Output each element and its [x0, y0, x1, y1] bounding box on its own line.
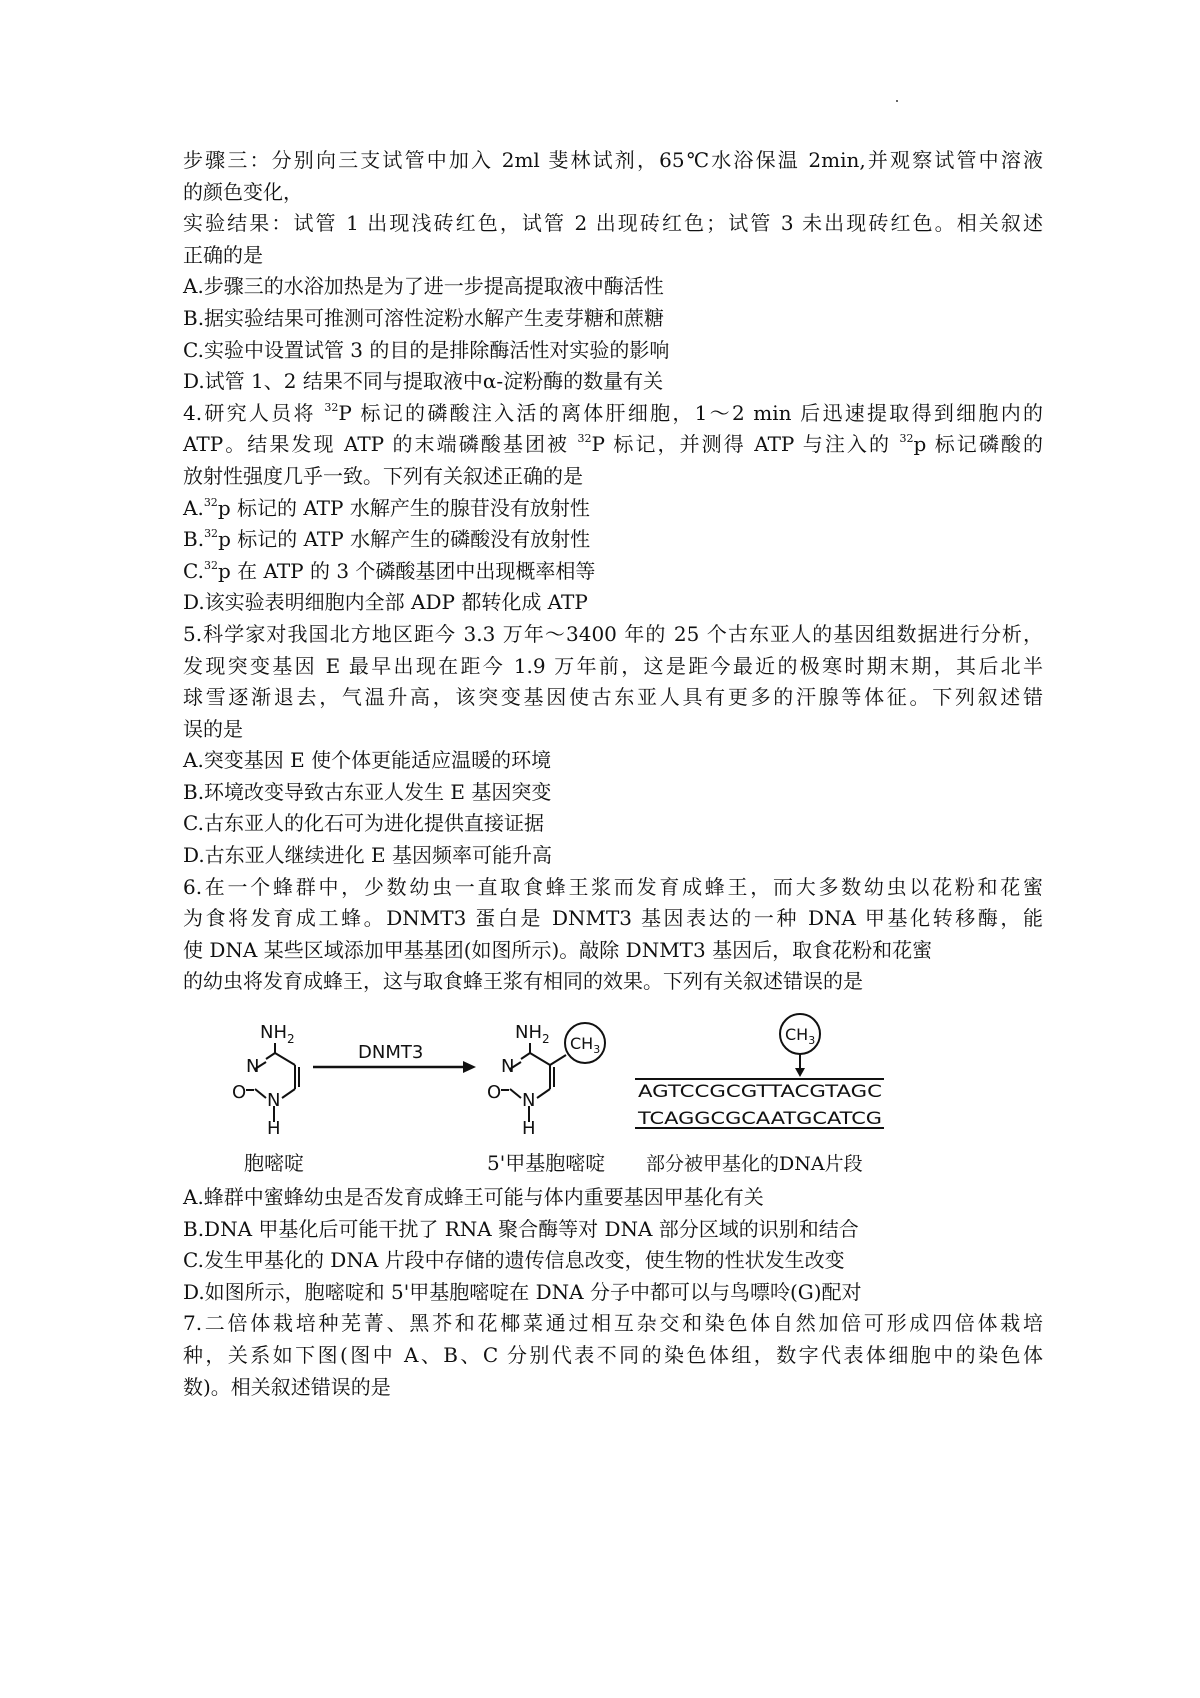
option-text: p 在 ATP 的 3 个磷酸基团中出现概率相等 — [217, 558, 596, 583]
question-stem-line: 误的是 — [183, 716, 243, 741]
ring-n-label: N — [267, 1090, 281, 1112]
option-letter: C. — [183, 558, 204, 583]
option-a: A.步骤三的水浴加热是为了进一步提高提取液中酶活性 — [183, 274, 664, 299]
dna-fragment-label: 部分被甲基化的DNA片段 — [646, 1153, 863, 1176]
option-d: D.古东亚人继续进化 E 基因频率可能升高 — [183, 843, 552, 868]
question-3-continuation — [183, 145, 1043, 398]
question-5 — [183, 619, 1043, 872]
question-6 — [183, 872, 1043, 1309]
question-7 — [183, 1308, 1043, 1403]
option-b: B.据实验结果可推测可溶性淀粉水解产生麦芽糖和蔗糖 — [183, 305, 665, 330]
option-d: D.如图所示，胞嘧啶和 5'甲基胞嘧啶在 DNA 分子中都可以与鸟嘌呤(G)配对 — [183, 1279, 862, 1304]
question-stem-line — [183, 398, 1043, 430]
stem-text: P 标记的磷酸注入活的离体肝细胞，1～2 min 后迅速提取得到细胞内的 — [338, 400, 1043, 425]
dna-strand-bottom: TCAGGCGCAATGCATCG — [636, 1109, 882, 1130]
arrow-head-icon — [463, 1061, 476, 1073]
isotope-superscript: 32 — [577, 432, 592, 446]
ring-n-label: N — [501, 1056, 515, 1078]
methylation-diagram — [232, 1010, 938, 1178]
option-a: A.突变基因 E 使个体更能适应温暖的环境 — [183, 748, 552, 773]
result-line: 实验结果：试管 1 出现浅砖红色，试管 2 出现砖红色；试管 3 未出现砖红色。相关叙述 — [183, 211, 1043, 236]
bond — [537, 1089, 550, 1098]
step3-line: 步骤三：分别向三支试管中加入 2ml 斐林试剂，65℃水浴保温 2min,并观察试管中溶液 — [183, 148, 1043, 172]
nh2-label: $NH_2$ — [260, 1022, 295, 1047]
nh2-label: $NH_2$ — [515, 1022, 550, 1047]
bond — [510, 1089, 521, 1098]
stem-text: ATP。结果发现 ATP 的末端磷酸基团被 — [183, 432, 578, 457]
question-stem-line: 5.科学家对我国北方地区距今 3.3 万年～3400 年的 25 个古东亚人的基因组数据进行分析， — [183, 621, 1043, 646]
scan-speck — [896, 100, 898, 102]
question-stem-line: 为食将发育成工蜂。DNMT3 蛋白是 DNMT3 基因表达的一种 DNA 甲基化转移酶，能 — [183, 906, 1043, 931]
methyl-bond — [550, 1055, 566, 1065]
isotope-superscript: 32 — [203, 558, 218, 572]
option-text: p 标记的 ATP 水解产生的腺苷没有放射性 — [217, 495, 590, 520]
question-stem-line: 种，关系如下图(图中 A、B、C 分别代表不同的染色体组，数字代表体细胞中的染色体 — [183, 1343, 1043, 1367]
option-c: C.古东亚人的化石可为进化提供直接证据 — [183, 811, 544, 836]
bond — [255, 1089, 266, 1098]
question-stem-line: 球雪逐渐退去，气温升高，该突变基因使古东亚人具有更多的汗腺等体征。下列叙述错 — [183, 685, 1043, 710]
question-stem-line: 7.二倍体栽培种芜菁、黑芥和花椰菜通过相互杂交和染色体自然加倍可形成四倍体栽培 — [183, 1311, 1043, 1336]
option-a — [183, 493, 1043, 525]
question-stem-line: 6.在一个蜂群中，少数幼虫一直取食蜂王浆而发育成蜂王，而大多数幼虫以花粉和花蜜 — [183, 874, 1043, 899]
option-d: D.该实验表明细胞内全部 ADP 都转化成 ATP — [183, 590, 588, 615]
question-stem-line: 数)。相关叙述错误的是 — [183, 1374, 391, 1399]
pointer-arrow-icon — [795, 1068, 805, 1077]
option-text: p 标记的 ATP 水解产生的磷酸没有放射性 — [218, 527, 591, 552]
carbonyl-o-label: O — [487, 1082, 502, 1104]
ch3-label: $CH_3$ — [570, 1034, 601, 1057]
bond — [275, 1053, 295, 1065]
enzyme-label: DNMT3 — [358, 1042, 424, 1064]
ring-n-label: N — [522, 1090, 536, 1112]
bond — [266, 1053, 275, 1059]
question-4 — [183, 398, 1043, 619]
methylation-figure — [183, 1010, 1043, 1178]
question-stem-line: 的幼虫将发育成蜂王，这与取食蜂王浆有相同的效果。下列有关叙述错误的是 — [183, 969, 863, 994]
document-body — [183, 145, 1043, 1403]
isotope-superscript: 32 — [324, 400, 339, 414]
ch3-label: $CH_3$ — [785, 1025, 816, 1048]
isotope-superscript: 32 — [204, 527, 219, 541]
bond — [530, 1053, 550, 1065]
h-label: H — [267, 1118, 281, 1140]
option-c — [183, 556, 1043, 588]
option-c: C.发生甲基化的 DNA 片段中存储的遗传信息改变，使生物的性状发生改变 — [183, 1248, 845, 1273]
option-b: B.环境改变导致古东亚人发生 E 基因突变 — [183, 779, 552, 804]
bond — [282, 1089, 295, 1098]
carbonyl-o-label: O — [232, 1082, 247, 1104]
stem-text: P 标记，并测得 ATP 与注入的 — [591, 432, 900, 457]
dna-strand-top: AGTCCGCGTTACGTAGC — [638, 1082, 882, 1103]
ring-n-label: N — [246, 1056, 260, 1078]
option-b — [183, 524, 1043, 556]
isotope-superscript: 32 — [203, 495, 218, 509]
cytosine-label: 胞嘧啶 — [244, 1151, 304, 1176]
question-stem-line — [183, 429, 1043, 461]
bond — [521, 1053, 530, 1059]
stem-text: 4.研究人员将 — [183, 400, 325, 425]
question-stem-line: 使 DNA 某些区域添加甲基基团(如图所示)。敲除 DNMT3 基因后，取食花粉和花蜜 — [183, 937, 933, 962]
option-letter: B. — [183, 527, 205, 552]
result-line: 正确的是 — [183, 242, 263, 267]
option-d: D.试管 1、2 结果不同与提取液中α-淀粉酶的数量有关 — [183, 369, 664, 394]
methylcytosine-label: 5'甲基胞嘧啶 — [487, 1151, 606, 1176]
option-letter: A. — [183, 495, 204, 520]
question-stem-line: 放射性强度几乎一致。下列有关叙述正确的是 — [183, 463, 583, 488]
step3-line: 的颜色变化， — [183, 179, 303, 204]
option-a: A.蜂群中蜜蜂幼虫是否发育成蜂王可能与体内重要基因甲基化有关 — [183, 1185, 764, 1210]
option-b: B.DNA 甲基化后可能干扰了 RNA 聚合酶等对 DNA 部分区域的识别和结合 — [183, 1216, 859, 1241]
h-label: H — [522, 1118, 536, 1140]
stem-text: p 标记磷酸的 — [913, 432, 1043, 457]
question-stem-line: 发现突变基因 E 最早出现在距今 1.9 万年前，这是距今最近的极寒时期末期，其后北半 — [183, 653, 1043, 678]
isotope-superscript: 32 — [899, 432, 914, 446]
option-c: C.实验中设置试管 3 的目的是排除酶活性对实验的影响 — [183, 337, 670, 362]
